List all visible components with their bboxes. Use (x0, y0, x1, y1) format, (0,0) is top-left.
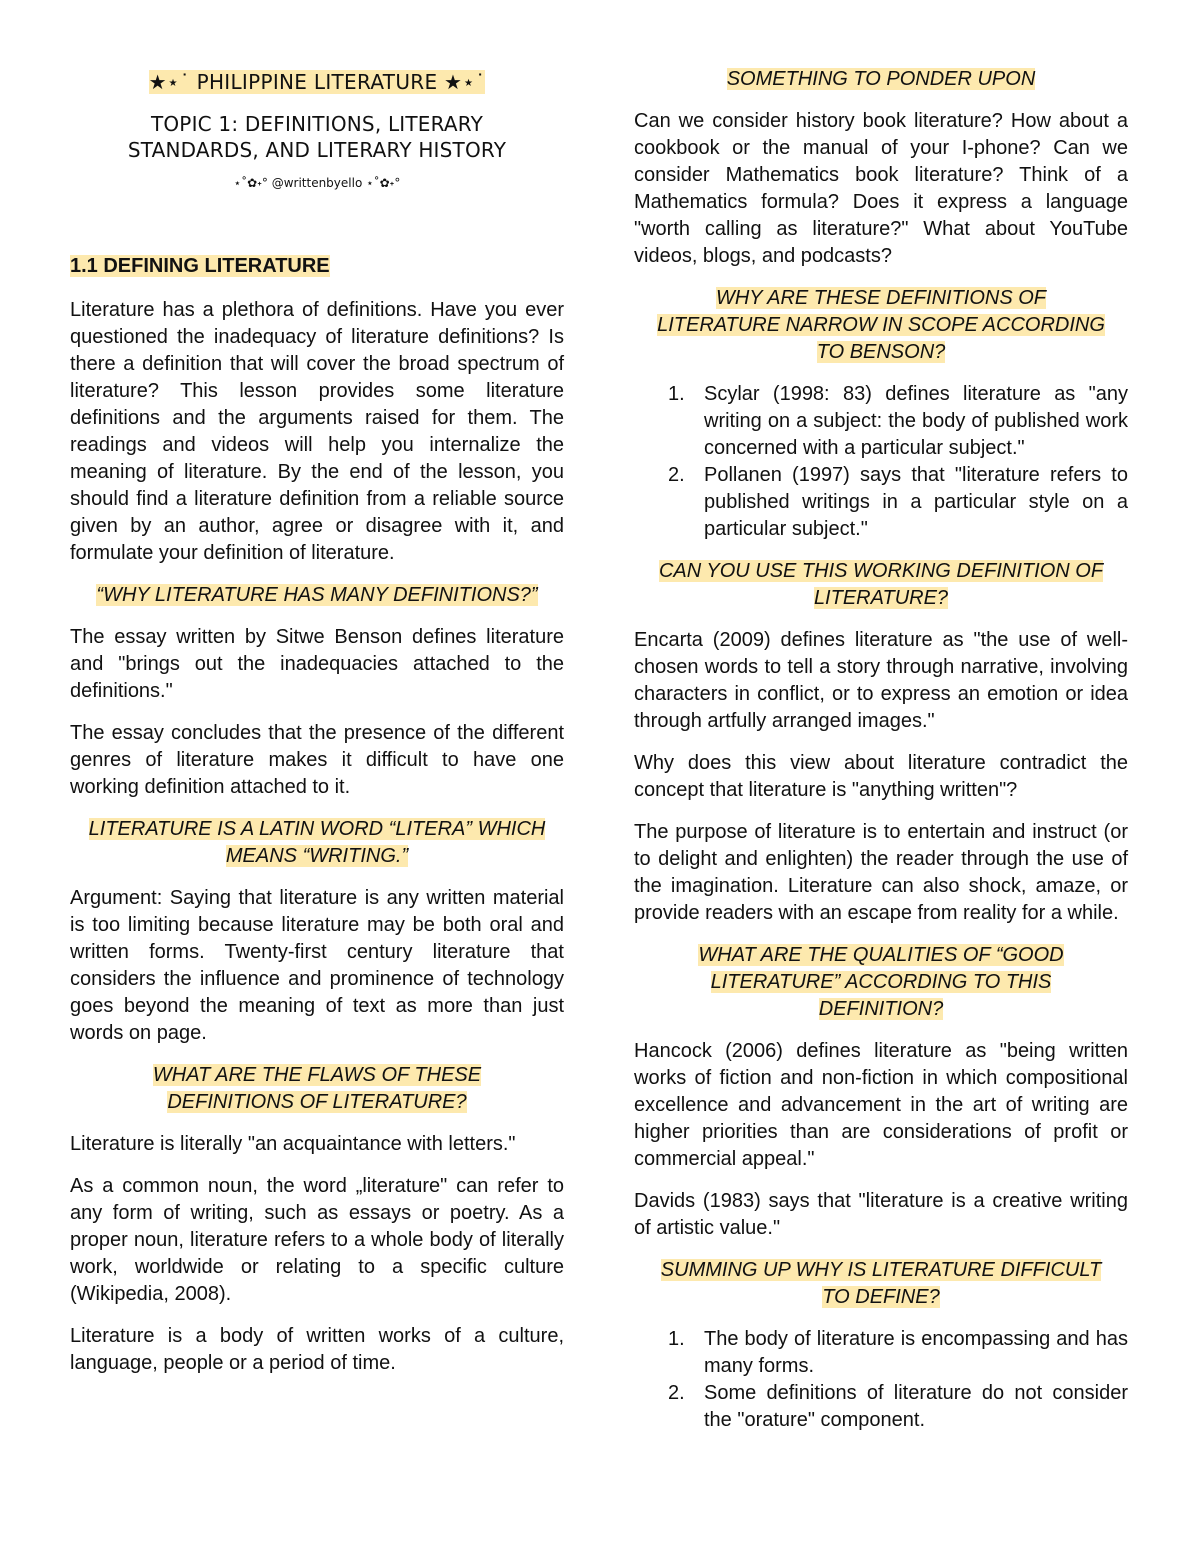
list-item: 2. Some definitions of literature do not consider the "orature" component. (668, 1382, 1128, 1431)
definition-list (634, 381, 1128, 543)
paragraph: Can we consider history book literature? How about a cookbook or the manual of your I-phone? Can we consider Mathematics book literature? Think of a Mathematics formula? Does it express a language "worth calling as literature?" What about YouTube videos, blogs, and podcasts? (634, 110, 1128, 267)
paragraph: Hancock (2006) defines literature as "being written works of fiction and non-fiction in which compositional excellence and advancement in the art of writing are higher priorities than are considerations of profit or commercial appeal." (634, 1040, 1128, 1170)
document-banner (70, 68, 564, 96)
paragraph: The purpose of literature is to entertain and instruct (or to delight and enlighten) the reader through the use of the imagination. Literature can also shock, amaze, or provide readers with an escape from reality for a while. (634, 821, 1128, 924)
question-heading: WHAT ARE THE FLAWS OF THESE DEFINITIONS OF LITERATURE? (152, 1064, 482, 1113)
question-heading: SUMMING UP WHY IS LITERATURE DIFFICULT TO DEFINE? (660, 1259, 1102, 1308)
paragraph: Literature is literally "an acquaintance with letters." (70, 1133, 516, 1155)
right-column (634, 66, 1128, 1449)
topic-title-line2: STANDARDS, AND LITERARY HISTORY (127, 138, 507, 162)
question-heading: WHY ARE THESE DEFINITIONS OF LITERATURE NARROW IN SCOPE ACCORDING TO BENSON? (657, 287, 1105, 363)
paragraph: Encarta (2009) defines literature as "the use of well-chosen words to tell a story through narrative, involving characters in conflict, or to express an emotion or idea through artfully arranged images." (634, 629, 1128, 732)
paragraph: As a common noun, the word „literature" can refer to any form of writing, such as essays or poetry. As a proper noun, literature refers to a whole body of literally work, worldwide or relating to a specific culture (Wikipedia, 2008). (70, 1175, 564, 1305)
question-heading: “WHY LITERATURE HAS MANY DEFINITIONS?” (96, 584, 538, 606)
topic-title (70, 111, 564, 163)
summary-list (634, 1326, 1128, 1434)
question-heading: WHAT ARE THE QUALITIES OF “GOOD LITERATURE” ACCORDING TO THIS DEFINITION? (698, 944, 1064, 1020)
paragraph: Argument: Saying that literature is any written material is too limiting because literature may be both oral and written forms. Twenty-first century literature that considers the influence and prominence of technology goes beyond the meaning of text as more than just words on page. (70, 887, 564, 1044)
list-item: 2. Pollanen (1997) says that "literature refers to published writings in a particular style on a particular subject." (668, 464, 1128, 540)
author-credit: ⋆˚✿˖° @writtenbyello ⋆˚✿˖° (233, 176, 401, 190)
section-title: 1.1 DEFINING LITERATURE (70, 255, 330, 277)
paragraph: The essay written by Sitwe Benson defines literature and "brings out the inadequacies attached to the definitions." (70, 626, 564, 702)
topic-title-line1: TOPIC 1: DEFINITIONS, LITERARY (150, 112, 484, 136)
list-item: 1. Scylar (1998: 83) defines literature as "any writing on a subject: the body of published work concerned with a particular subject." (668, 383, 1128, 459)
list-item: 1. The body of literature is encompassing and has many forms. (668, 1328, 1128, 1377)
paragraph: The essay concludes that the presence of the different genres of literature makes it difficult to have one working definition attached to it. (70, 722, 564, 798)
paragraph: Why does this view about literature contradict the concept that literature is "anything written"? (634, 752, 1128, 801)
left-column (70, 66, 564, 1392)
paragraph: Literature is a body of written works of a culture, language, people or a period of time. (70, 1325, 564, 1374)
question-heading: CAN YOU USE THIS WORKING DEFINITION OF LITERATURE? (658, 560, 1104, 609)
question-heading: SOMETHING TO PONDER UPON (726, 68, 1036, 90)
paragraph: Davids (1983) says that "literature is a creative writing of artistic value." (634, 1190, 1128, 1239)
paragraph: Literature has a plethora of definitions. Have you ever questioned the inadequacy of literature definitions? Is there a definition that will cover the broad spectrum of literature? This lesson provides some literature definitions and the arguments raised for them. The readings and videos will help you internalize the meaning of literature. By the end of the lesson, you should find a literature definition from a reliable source given by an author, agree or disagree with it, and formulate your definition of literature. (70, 299, 564, 564)
question-heading: LITERATURE IS A LATIN WORD “LITERA” WHICH MEANS “WRITING.” (88, 818, 546, 867)
banner-title: ★⋆˙ PHILIPPINE LITERATURE ★⋆˙ (148, 70, 486, 94)
